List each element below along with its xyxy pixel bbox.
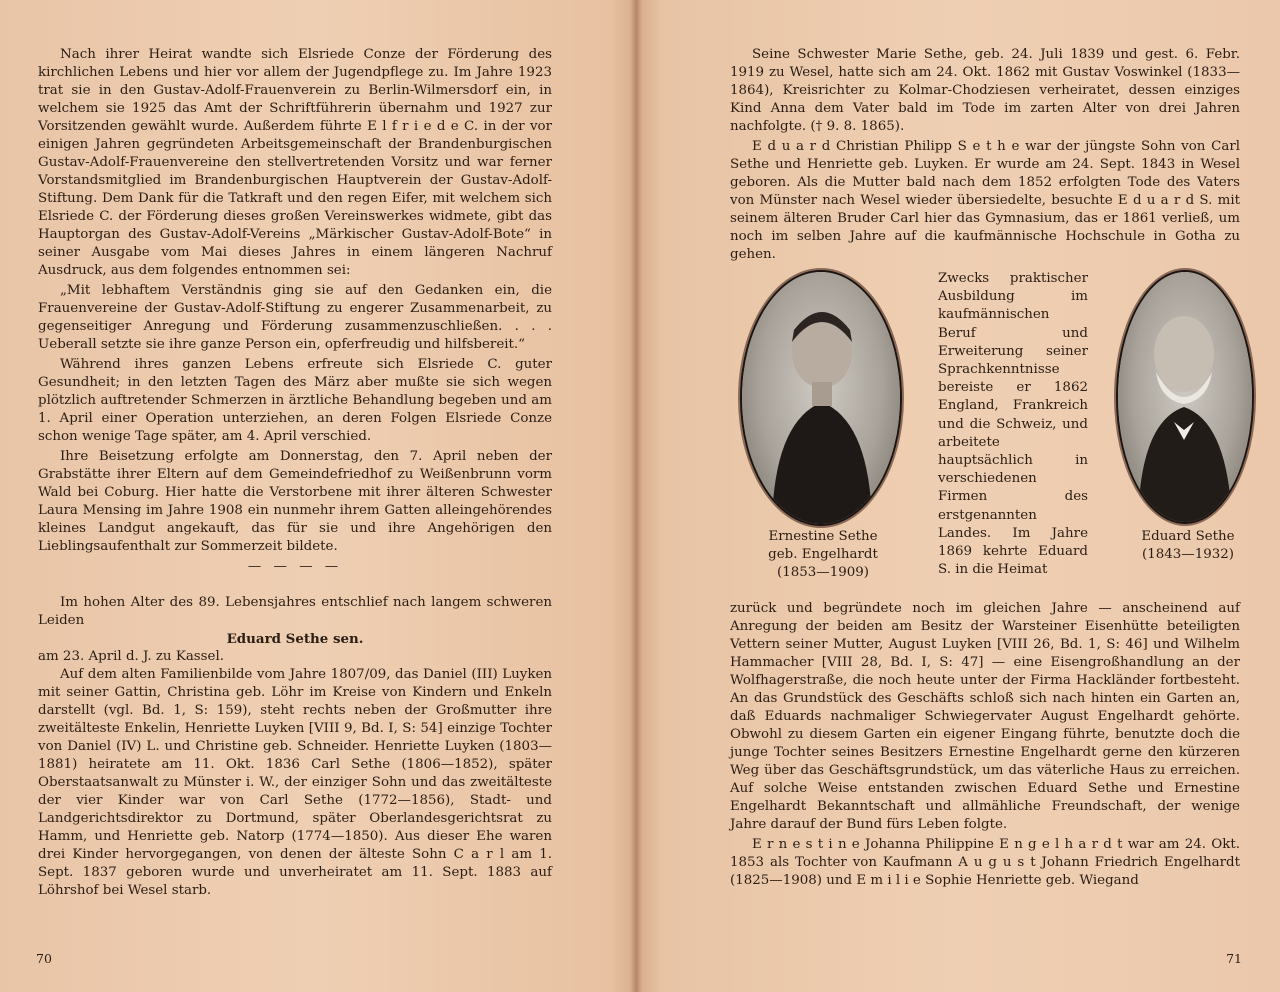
obituary-intro: Im hohen Alter des 89. Lebensjahres entschlief nach langem schweren Leiden [38, 595, 552, 628]
caption-line: Eduard Sethe [1141, 529, 1235, 544]
section-separator: — — — — [247, 559, 343, 574]
portrait-woman-icon [742, 272, 900, 524]
caption-ernestine [730, 528, 916, 582]
page-number-left: 70 [36, 951, 52, 966]
paragraph: E d u a r d Christian Philipp S e t h e war der jüngste Sohn von Carl Sethe und Henriette geb. Luyken. Er wurde am 24. Sept. 1843 in Wesel geboren. Als die Mutter bald nach dem 1852 erfolgten Tode des Vaters von Münster nach Wesel wieder übersiedelte, besuchte E d u a r d S. mit seinem älteren Bruder Carl hier das Gymnasium, das er 1861 verließ, um noch im selben Jahre auf die kaufmännische Hochschule in Gotha zu gehen. [730, 139, 1240, 262]
paragraph: Während ihres ganzen Lebens erfreute sich Elsriede C. guter Gesundheit; in den letzten Tagen des März aber mußte sie sich wegen plötzlich auftretender Schmerzen in ärztliche Behandlung begeben und am 1. April einer Operation unterziehen, an deren Folgen Elsriede Conze schon wenige Tage später, am 4. April verschied. [38, 357, 552, 444]
book-spine [630, 0, 642, 992]
page-number-right: 71 [1226, 951, 1242, 966]
paragraph: Auf dem alten Familienbilde vom Jahre 1807/09, das Daniel (III) Luyken mit seiner Gattin, Christina geb. Löhr im Kreise von Kindern und Enkeln darstellt (vgl. Bd. 1, S: 159), steht rechts neben der Großmutter ihre zweitälteste Enkelin, Henriette Luyken [VIII 9, Bd. I, S: 54] einzige Tochter von Daniel (IV) L. und Christine geb. Schneider. Henriette Luyken (1803—1881) heiratete am 11. Okt. 1836 Carl Sethe (1806—1852), später Oberstaatsanwalt zu Münster i. W., der einziger Sohn und das zweitälteste der vier Kinder war von Carl Sethe (1772—1856), Stadt- und Landgerichtsdirektor zu Dortmund, später Oberlandesgerichtsrat zu Hamm, und Henriette geb. Natorp (1774—1850). Aus dieser Ehe waren drei Kinder hervorgegangen, von denen der älteste Sohn C a r l am 1. Sept. 1837 geboren wurde und unverheiratet am 11. Sept. 1883 auf Löhrshof bei Wesel starb. [38, 667, 552, 898]
caption-line: (1843—1932) [1142, 547, 1234, 562]
paragraph: Ihre Beisetzung erfolgte am Donnerstag, den 7. April neben der Grabstätte ihrer Eltern auf dem Gemeindefriedhof zu Weißenbrunn vorm Wald bei Coburg. Hier hatte die Verstorbene mit ihrer älteren Schwester Laura Mensing im Jahre 1908 ein nunmehr ihrem Gatten alleingehörendes kleines Landgut angekauft, das für sie und ihre Angehörigen den Lieblingsaufenthalt zur Sommerzeit bildete. [38, 449, 552, 554]
middle-text-column: Zwecks praktischer Ausbildung im kaufmännischen Beruf und Erweiterung seiner Sprachkenntnisse bereiste er 1862 England, Frankreich und die Schweiz, und arbeitete hauptsächlich in verschiedenen Firmen des erstgenannten Landes. Im Jahre 1869 kehrte Eduard S. in die Heimat [938, 271, 1088, 578]
paragraph: Nach ihrer Heirat wandte sich Elsriede Conze der Förderung des kirchlichen Lebens und hier vor allem der Jugendpflege zu. Im Jahre 1923 trat sie in den Gustav-Adolf-Frauenverein zu Berlin-Wilmersdorf ein, in welchem sie 1925 das Amt der Schriftführerin übernahm und 1927 zur Vorsitzenden gewählt wurde. Außerdem führte E l f r i e d e C. in der vor einigen Jahren gegründeten Arbeitsgemeinschaft der Brandenburgischen Gustav-Adolf-Frauenvereine den stellvertretenden Vorsitz und war ferner Vorstandsmitglied im Brandenburgischen Hauptverein der Gustav-Adolf-Stiftung. Dem Dank für die Tatkraft und den regen Eifer, mit welchem sich Elsriede C. der Förderung dieses großen Vereinswerkes widmete, gibt das Hauptorgan des Gustav-Adolf-Vereins „Märkischer Gustav-Adolf-Bote“ in seiner Ausgabe vom Mai dieses Jahres in einem längeren Nachruf Ausdruck, aus dem folgendes entnommen sei: [38, 47, 552, 278]
caption-line: Ernestine Sethe [768, 529, 878, 544]
caption-line: (1853—1909) [777, 565, 869, 580]
right-page-text [730, 46, 1240, 890]
obituary-name: Eduard Sethe sen. [226, 631, 364, 647]
paragraph: Seine Schwester Marie Sethe, geb. 24. Juli 1839 und gest. 6. Febr. 1919 zu Wesel, hatte sich am 24. Okt. 1862 mit Gustav Voswinkel (1833—1864), Kreisrichter zu Kolmar-Chodziesen verheiratet, dessen einziges Kind Anna dem Vater bald im Tode im zarten Alter von drei Jahren nachfolgte. († 9. 8. 1865). [730, 47, 1240, 134]
portrait-ernestine-image [742, 272, 900, 524]
caption-line: geb. Engelhardt [768, 547, 878, 562]
paragraph: E r n e s t i n e Johanna Philippine E n g e l h a r d t war am 24. Okt. 1853 als Tochter von Kaufmann A u g u s t Johann Friedrich Engelhardt (1825—1908) und E m i l i e Sophie Henriette geb. Wiegand [730, 837, 1240, 888]
portrait-man-icon [1118, 272, 1252, 522]
left-page [0, 0, 636, 992]
right-page [636, 0, 1280, 992]
portrait-eduard-image [1118, 272, 1252, 522]
caption-eduard [1100, 528, 1276, 564]
quote-paragraph: „Mit lebhaftem Verständnis ging sie auf den Gedanken ein, die Frauenvereine der Gustav-Adolf-Stiftung zu engerer Zusammenarbeit, zu gegenseitiger Anregung und Förderung zusammenzuschließen. . . . Ueberall setzte sie ihre ganze Person ein, opferfreudig und hilfsbereit.“ [38, 283, 552, 352]
left-page-text [38, 46, 552, 900]
photo-section [730, 270, 1240, 600]
obituary-date: am 23. April d. J. zu Kassel. [38, 649, 225, 664]
paragraph: zurück und begründete noch im gleichen Jahre — anscheinend auf Anregung der beiden am Besitz der Warsteiner Eisenhütte beteiligten Vettern seiner Mutter, August Luyken [VIII 26, Bd. 1, S: 46] und Wilhelm Hammacher [VIII 28, Bd. I, S: 47] — eine Eisengroßhandlung an der Wolfhagerstraße, die noch heute unter der Firma Hackländer fortbesteht. An das Grundstück des Geschäfts schloß sich nach hinten ein Garten an, daß Eduards nachmaliger Schwiegervater August Engelhardt gehörte. Obwohl zu diesem Garten ein eigener Eingang führte, benutzte doch die junge Tochter seines Besitzers Ernestine Engelhardt gerne den kürzeren Weg über das Geschäftsgrundstück, um das väterliche Haus zu erreichen. Auf solche Weise entstanden zwischen Eduard Sethe und Ernestine Engelhardt Bekanntschaft und allmähliche Freundschaft, der wenige Jahre darauf der Bund fürs Leben folgte. [730, 601, 1240, 832]
